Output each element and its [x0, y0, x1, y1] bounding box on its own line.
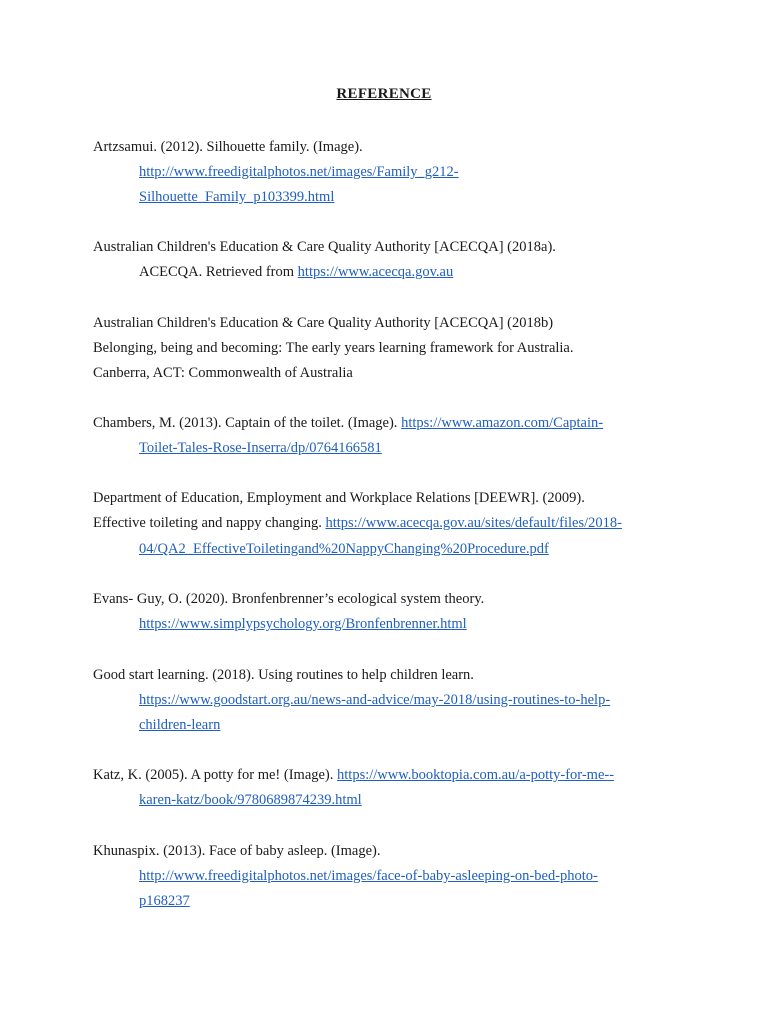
reference-link-line — [139, 791, 362, 809]
reference-link-line — [139, 188, 334, 206]
reference-link[interactable]: http://www.freedigitalphotos.net/images/Family_g212- — [139, 164, 459, 180]
reference-link[interactable]: http://www.freedigitalphotos.net/images/face-of-baby-asleeping-on-bed-photo- — [139, 868, 598, 884]
reference-link[interactable]: https://www.acecqa.gov.au/sites/default/files/2018- — [325, 515, 622, 531]
reference-link[interactable]: Silhouette_Family_p103399.html — [139, 189, 335, 205]
reference-entry-text: Department of Education, Employment and Workplace Relations [DEEWR]. (2009). — [93, 490, 585, 506]
reference-entry-line — [93, 414, 603, 432]
reference-link-line — [139, 716, 220, 734]
reference-entry-text: Good start learning. (2018). Using routines to help children learn. — [93, 667, 474, 683]
reference-link[interactable]: children-learn — [139, 717, 221, 733]
reference-entry-text: Katz, K. (2005). A potty for me! (Image). — [93, 767, 338, 783]
reference-entry-text: Artzsamui. (2012). Silhouette family. (Image). — [93, 139, 363, 155]
reference-link-line — [139, 691, 610, 709]
page-title: REFERENCE — [336, 86, 432, 102]
reference-entry-line — [139, 263, 453, 281]
reference-link-line — [139, 439, 382, 457]
reference-link[interactable]: 04/QA2_EffectiveToiletingand%20NappyChanging%20Procedure.pdf — [139, 541, 549, 557]
reference-entry-line — [93, 766, 614, 784]
reference-link[interactable]: karen-katz/book/9780689874239.html — [139, 792, 362, 808]
reference-link-line — [139, 892, 190, 910]
reference-link-line — [139, 540, 549, 558]
reference-entry-text: Canberra, ACT: Commonwealth of Australia — [93, 365, 353, 381]
reference-link-line — [139, 615, 467, 633]
reference-entry-line — [93, 514, 622, 532]
reference-entry-text: Australian Children's Education & Care Quality Authority [ACECQA] (2018b) — [93, 315, 554, 331]
reference-link[interactable]: https://www.booktopia.com.au/a-potty-for-me-- — [337, 767, 615, 783]
reference-link[interactable]: p168237 — [139, 893, 190, 909]
reference-entry-text: Effective toileting and nappy changing. — [93, 515, 326, 531]
reference-link[interactable]: Toilet-Tales-Rose-Inserra/dp/0764166581 — [139, 440, 382, 456]
reference-link-line — [139, 867, 598, 885]
reference-entry-text: Australian Children's Education & Care Quality Authority [ACECQA] (2018a). — [93, 239, 556, 255]
reference-entry-text: ACECQA. Retrieved from — [139, 264, 298, 280]
reference-link[interactable]: https://www.amazon.com/Captain- — [401, 415, 604, 431]
reference-link-line — [139, 163, 459, 181]
reference-link[interactable]: https://www.acecqa.gov.au — [297, 264, 454, 280]
reference-entry-text: Belonging, being and becoming: The early years learning framework for Australia. — [93, 340, 574, 356]
reference-link[interactable]: https://www.goodstart.org.au/news-and-advice/may-2018/using-routines-to-help- — [139, 692, 611, 708]
reference-entry-text: Chambers, M. (2013). Captain of the toilet. (Image). — [93, 415, 402, 431]
reference-entry-text: Evans- Guy, O. (2020). Bronfenbrenner’s ecological system theory. — [93, 591, 485, 607]
reference-entry-text: Khunaspix. (2013). Face of baby asleep. (Image). — [93, 843, 381, 859]
reference-link[interactable]: https://www.simplypsychology.org/Bronfenbrenner.html — [139, 616, 467, 632]
